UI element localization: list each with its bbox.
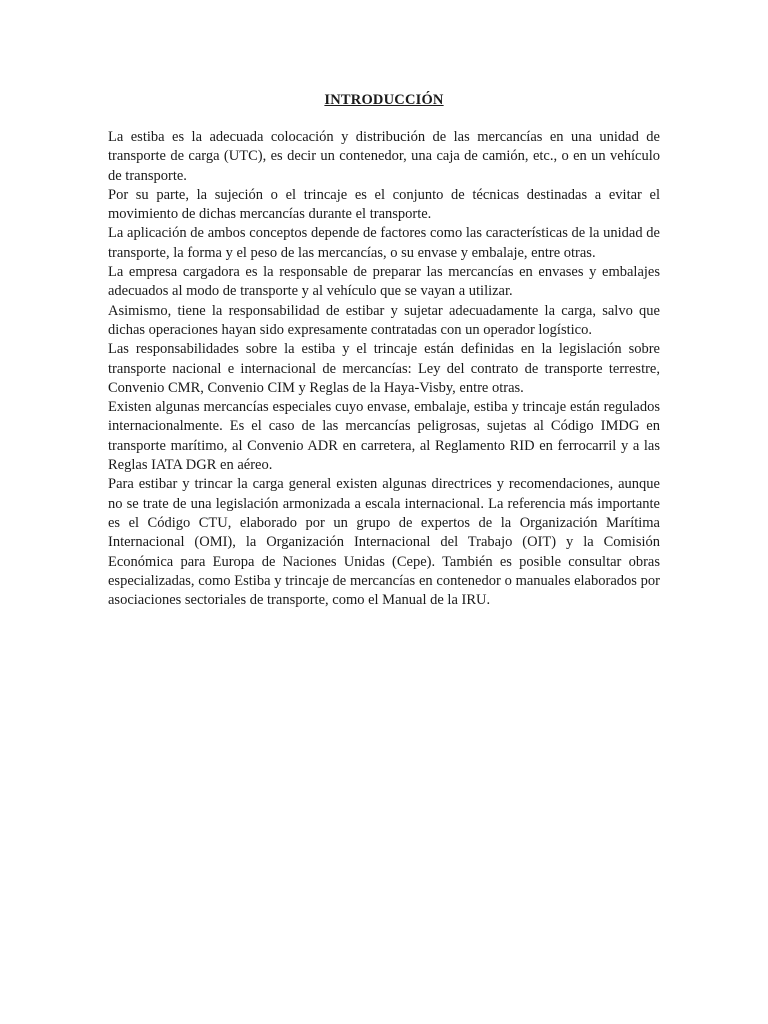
paragraph: Existen algunas mercancías especiales cuyo envase, embalaje, estiba y trincaje están regulados internacionalmente. Es el caso de las mercancías peligrosas, sujetas al Código IMDG en transporte marítimo, al Convenio ADR en carretera, al Reglamento RID en ferrocarril y a las Reglas IATA DGR en aéreo. xyxy=(108,399,660,474)
paragraph: Para estibar y trincar la carga general existen algunas directrices y recomendaciones, aunque no se trate de una legislación armonizada a escala internacional. La referencia más importante es el Código CTU, elaborado por un grupo de expertos de la Organización Marítima Internacional (OMI), la Organización Internacional del Trabajo (OIT) y la Comisión Económica para Europa de Naciones Unidas (Cepe). También es posible consultar obras especializadas, como Estiba y trincaje de mercancías en contenedor o manuales elaborados por asociaciones sectoriales de transporte, como el Manual de la IRU. xyxy=(108,476,660,609)
paragraph: Asimismo, tiene la responsabilidad de estibar y sujetar adecuadamente la carga, salvo que dichas operaciones hayan sido expresamente contratadas con un operador logístico. xyxy=(108,302,660,338)
paragraph: La empresa cargadora es la responsable de preparar las mercancías en envases y embalajes adecuados al modo de transporte y al vehículo que se vayan a utilizar. xyxy=(108,264,660,300)
paragraph: La aplicación de ambos conceptos depende de factores como las características de la unidad de transporte, la forma y el peso de las mercancías, o su envase y embalaje, entre otras. xyxy=(108,225,660,261)
paragraph: La estiba es la adecuada colocación y distribución de las mercancías en una unidad de transporte de carga (UTC), es decir un contenedor, una caja de camión, etc., o en un vehículo de transporte. xyxy=(108,129,660,184)
paragraph: Las responsabilidades sobre la estiba y el trincaje están definidas en la legislación sobre transporte nacional e internacional de mercancías: Ley del contrato de transporte terrestre, Convenio CMR, Convenio CIM y Reglas de la Haya-Visby, entre otras. xyxy=(108,341,660,396)
document-body xyxy=(108,128,660,610)
page-title: INTRODUCCIÓN xyxy=(324,92,444,108)
paragraph: Por su parte, la sujeción o el trincaje es el conjunto de técnicas destinadas a evitar el movimiento de dichas mercancías durante el transporte. xyxy=(108,186,660,223)
